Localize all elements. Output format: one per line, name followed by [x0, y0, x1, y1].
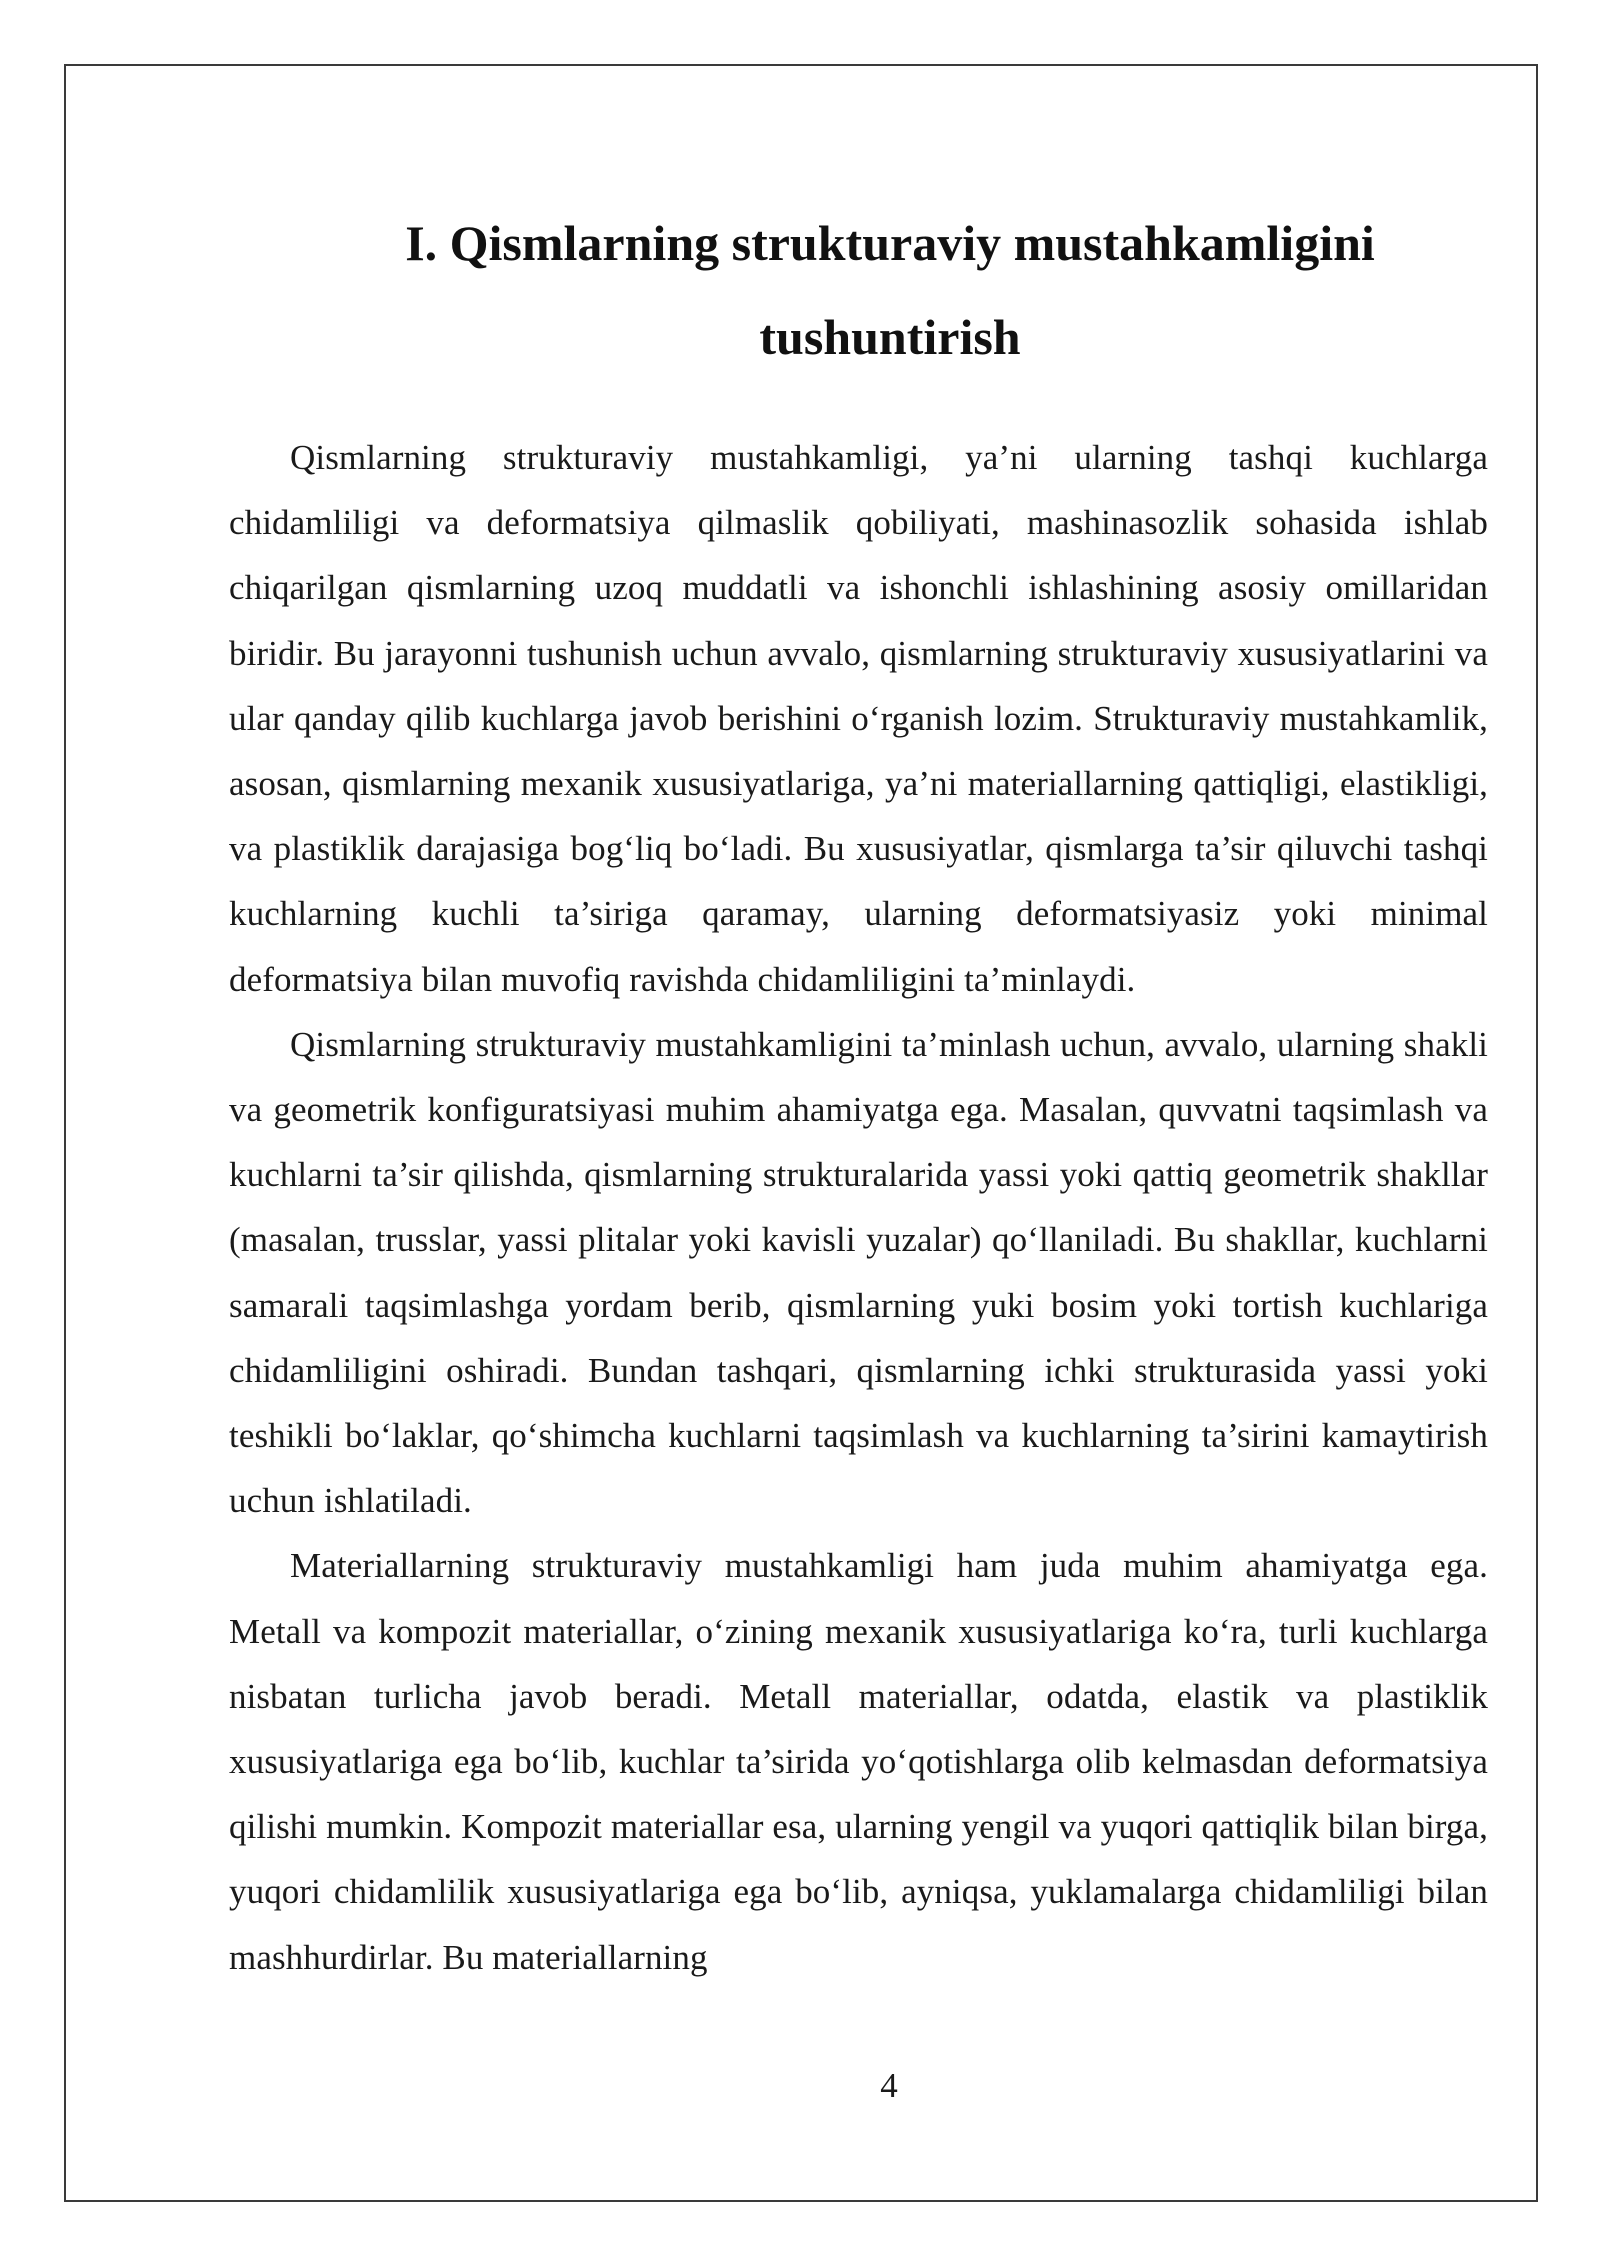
paragraph-3: Materiallarning strukturaviy mustahkamligi ham juda muhim ahamiyatga ega. Metall va kompozit materiallar, o‘zining mexanik xususiyatlariga ko‘ra, turli kuchlarga nisbatan turlicha javob beradi. Metall materiallar, odatda, elastik va plastiklik xususiyatlariga ega bo‘lib, kuchlar ta’sirida yo‘qotishlarga olib kelmasdan deformatsiya qilishi mumkin. Kompozit materiallar esa, ularning yengil va yuqori qattiqlik bilan birga, yuqori chidamlilik xususiyatlariga ega bo‘lib, ayniqsa, yuklamalarga chidamliligi bilan mashhurdirlar. Bu materiallarning — [229, 1546, 1488, 1977]
paragraph-2: Qismlarning strukturaviy mustahkamligini ta’minlash uchun, avvalo, ularning shakli va geometrik konfiguratsiyasi muhim ahamiyatga ega. Masalan, quvvatni taqsimlash va kuchlarni ta’sir qilishda, qismlarning strukturalarida yassi yoki qattiq geometrik shakllar (masalan, trusslar, yassi plitalar yoki kavisli yuzalar) qo‘llaniladi. Bu shakllar, kuchlarni samarali taqsimlashga yordam berib, qismlarning yuki bosim yoki tortish kuchlariga chidamliligini oshiradi. Bundan tashqari, qismlarning ichki strukturasida yassi yoki teshikli bo‘laklar, qo‘shimcha kuchlarni taqsimlash va kuchlarning ta’sirini kamaytirish uchun ishlatiladi. — [229, 1024, 1488, 1521]
page-title-line-2: tushuntirish — [759, 309, 1021, 365]
page-title-line-1: I. Qismlarning strukturaviy mustahkamligini — [405, 215, 1375, 271]
page-number: 4 — [880, 2066, 898, 2105]
paragraph-1: Qismlarning strukturaviy mustahkamligi, ya’ni ularning tashqi kuchlarga chidamliligi va deformatsiya qilmaslik qobiliyati, mashinasozlik sohasida ishlab chiqarilgan qismlarning uzoq muddatli va ishonchli ishlashining asosiy omillaridan biridir. Bu jarayonni tushunish uchun avvalo, qismlarning strukturaviy xususiyatlarini va ular qanday qilib kuchlarga javob berishini o‘rganish lozim. Strukturaviy mustahkamlik, asosan, qismlarning mexanik xususiyatlariga, ya’ni materiallarning qattiqligi, elastikligi, va plastiklik darajasiga bog‘liq bo‘ladi. Bu xususiyatlar, qismlarga ta’sir qiluvchi tashqi kuchlarning kuchli ta’siriga qaramay, ularning deformatsiyasiz yoki minimal deformatsiya bilan muvofiq ravishda chidamliligini ta’minlaydi. — [229, 438, 1488, 999]
document-body — [229, 425, 1488, 1990]
page-title — [300, 196, 1480, 384]
